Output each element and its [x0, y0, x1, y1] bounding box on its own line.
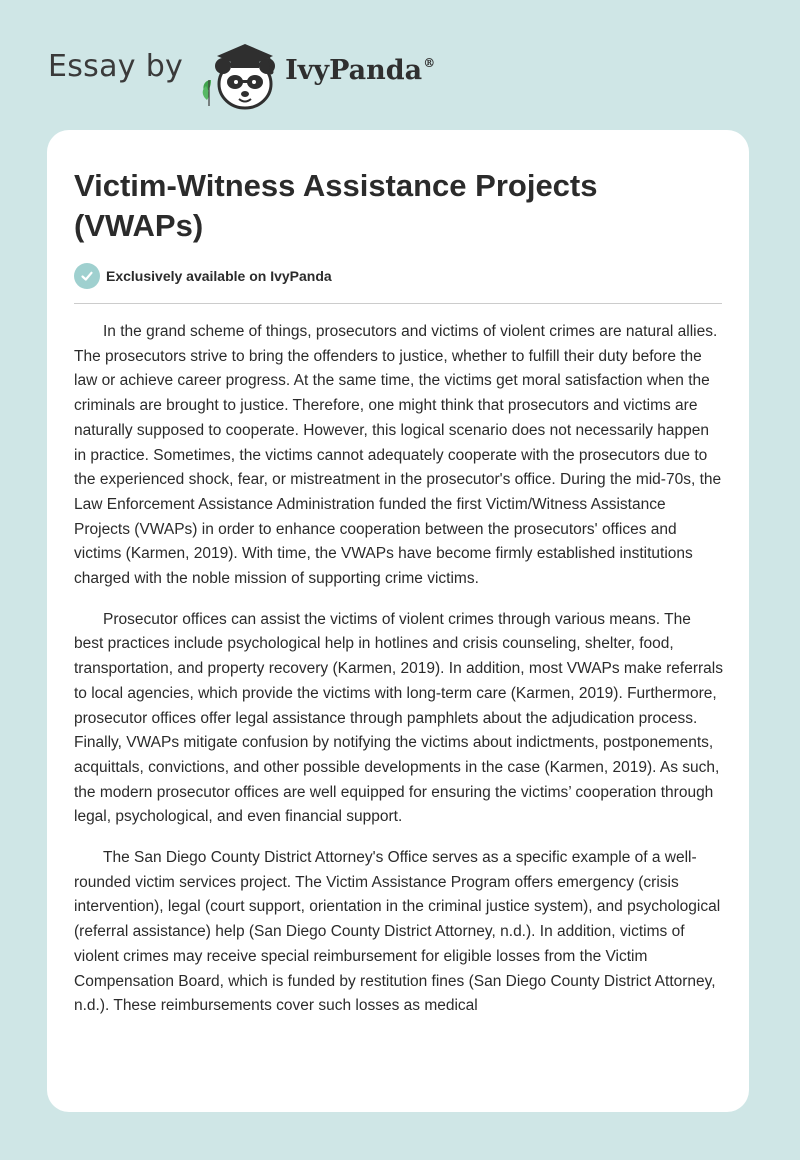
divider [74, 303, 722, 304]
paragraph: The San Diego County District Attorney's Office serves as a specific example of a well-rounded victim services project. The Victim Assistance Program offers emergency (crisis intervention), legal (court support, orientation in the criminal justice system), and psychological (referral assistance) help (San Diego County District Attorney, n.d.). In addition, victims of violent crimes may receive special reimbursement for eligible losses from the Victim Compensation Board, which is funded by restitution fines (San Diego County District Attorney, n.d.). These reimbursements cover such losses as medical [74, 849, 721, 1015]
paragraph: In the grand scheme of things, prosecutors and victims of violent crimes are natural allies. The prosecutors strive to bring the offenders to justice, whether to fulfill their duty before the law or achieve career progress. At the same time, the victims get moral satisfaction when the criminals are brought to justice. Therefore, one might think that prosecutors and victims are naturally supposed to cooperate. However, this logical scenario does not necessarily happen in practice. Sometimes, the victims cannot adequately cooperate with the prosecutors due to the experienced shock, fear, or mistreatment in the prosecutor's office. During the mid-70s, the Law Enforcement Assistance Administration funded the first Victim/Witness Assistance Projects (VWAPs) in order to enhance cooperation between the prosecutors' offices and victims (Karmen, 2019). With time, the VWAPs have become firmly established institutions charged with the noble mission of supporting crime victims. [74, 323, 722, 588]
brand-name: IvyPanda® [285, 54, 436, 86]
brand-header [48, 32, 435, 112]
registered-mark: ® [423, 55, 436, 70]
brand-prefix: Essay by [48, 48, 184, 84]
exclusive-badge [74, 263, 332, 289]
check-icon [74, 263, 100, 289]
page-title: Victim-Witness Assistance Projects (VWAPs) [74, 168, 598, 243]
essay-card [47, 130, 749, 1112]
article-body [74, 320, 724, 1035]
panda-logo-icon [197, 36, 283, 112]
badge-label: Exclusively available on IvyPanda [106, 268, 332, 284]
paragraph: Prosecutor offices can assist the victims of violent crimes through various means. The best practices include psychological help in hotlines and crisis counseling, shelter, food, transportation, and property recovery (Karmen, 2019). In addition, most VWAPs make referrals to local agencies, which provide the victims with long-term care (Karmen, 2019). Furthermore, prosecutor offices offer legal assistance through pamphlets about the adjudication process. Finally, VWAPs mitigate confusion by notifying the victims about indictments, postponements, acquittals, convictions, and other possible developments in the case (Karmen, 2019). As such, the modern prosecutor offices are well equipped for ensuring the victims’ cooperation through legal, psychological, and even financial support. [74, 610, 723, 826]
